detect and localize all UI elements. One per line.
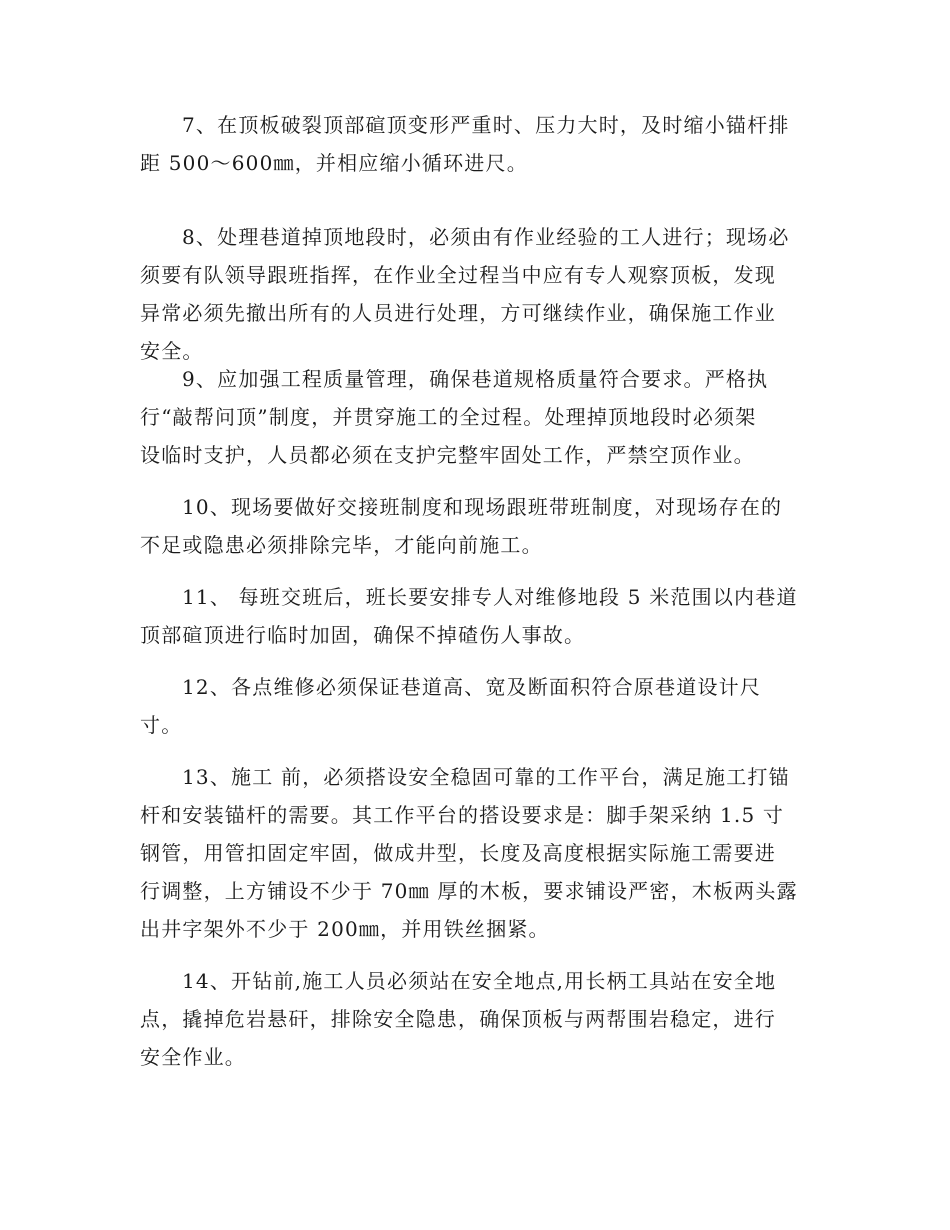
paragraph-11 (140, 578, 800, 654)
paragraph-line: 杆和安装锚杆的需要。其工作平台的搭设要求是：脚手架采纳 1.5 寸 (140, 803, 785, 827)
paragraph-line: 出井字架外不少于 200㎜，并用铁丝捆紧。 (140, 917, 550, 941)
paragraph-14 (140, 962, 800, 1076)
paragraph-8 (140, 218, 800, 370)
paragraph-line: 不足或隐患必须排除完毕，才能向前施工。 (140, 533, 543, 557)
paragraph-line: 14、开钻前,施工人员必须站在安全地点,用长柄工具站在安全地 (182, 969, 777, 993)
paragraph-line: 钢管，用管扣固定牢固，做成井型，长度及高度根据实际施工需要进 (140, 841, 776, 865)
paragraph-line: 顶部碹顶进行临时加固，确保不掉碴伤人事故。 (140, 623, 586, 647)
paragraph-line: 安全。 (140, 339, 204, 363)
paragraph-line: 行调整，上方铺设不少于 70㎜ 厚的木板，要求铺设严密，木板两头露 (140, 879, 798, 903)
paragraph-7 (140, 106, 800, 182)
paragraph-line: 安全作业。 (140, 1045, 246, 1069)
paragraph-line: 13、施工 前，必须搭设安全稳固可靠的工作平台，满足施工打锚 (182, 765, 790, 789)
paragraph-line: 距 500～600㎜，并相应缩小循环进尺。 (140, 151, 528, 175)
paragraph-line: 8、处理巷道掉顶地段时，必须由有作业经验的工人进行；现场必 (182, 225, 790, 249)
paragraph-line: 设临时支护，人员都必须在支护完整牢固处工作，严禁空顶作业。 (140, 443, 755, 467)
paragraph-line: 12、各点维修必须保证巷道高、宽及断面积符合原巷道设计尺 (182, 675, 762, 699)
paragraph-line: 7、在顶板破裂顶部碹顶变形严重时、压力大时，及时缩小锚杆排 (182, 113, 790, 137)
paragraph-line: 点，撬掉危岩悬矸，排除安全隐患，确保顶板与两帮围岩稳定，进行 (140, 1007, 776, 1031)
paragraph-10 (140, 488, 800, 564)
paragraph-12 (140, 668, 800, 744)
paragraph-line: 行“敲帮问顶”制度，并贯穿施工的全过程。处理掉顶地段时必须架 (140, 405, 757, 429)
paragraph-line: 异常必须先撤出所有的人员进行处理，方可继续作业，确保施工作业 (140, 301, 776, 325)
paragraph-line: 寸。 (140, 713, 183, 737)
paragraph-line: 须要有队领导跟班指挥，在作业全过程当中应有专人观察顶板，发现 (140, 263, 776, 287)
paragraph-line: 9、应加强工程质量管理，确保巷道规格质量符合要求。严格执 (182, 367, 769, 391)
paragraph-line: 10、现场要做好交接班制度和现场跟班带班制度，对现场存在的 (182, 495, 783, 519)
paragraph-9 (140, 360, 800, 474)
paragraph-line: 11、 每班交班后，班长要安排专人对维修地段 5 米范围以内巷道 (182, 585, 798, 609)
paragraph-13 (140, 758, 800, 948)
